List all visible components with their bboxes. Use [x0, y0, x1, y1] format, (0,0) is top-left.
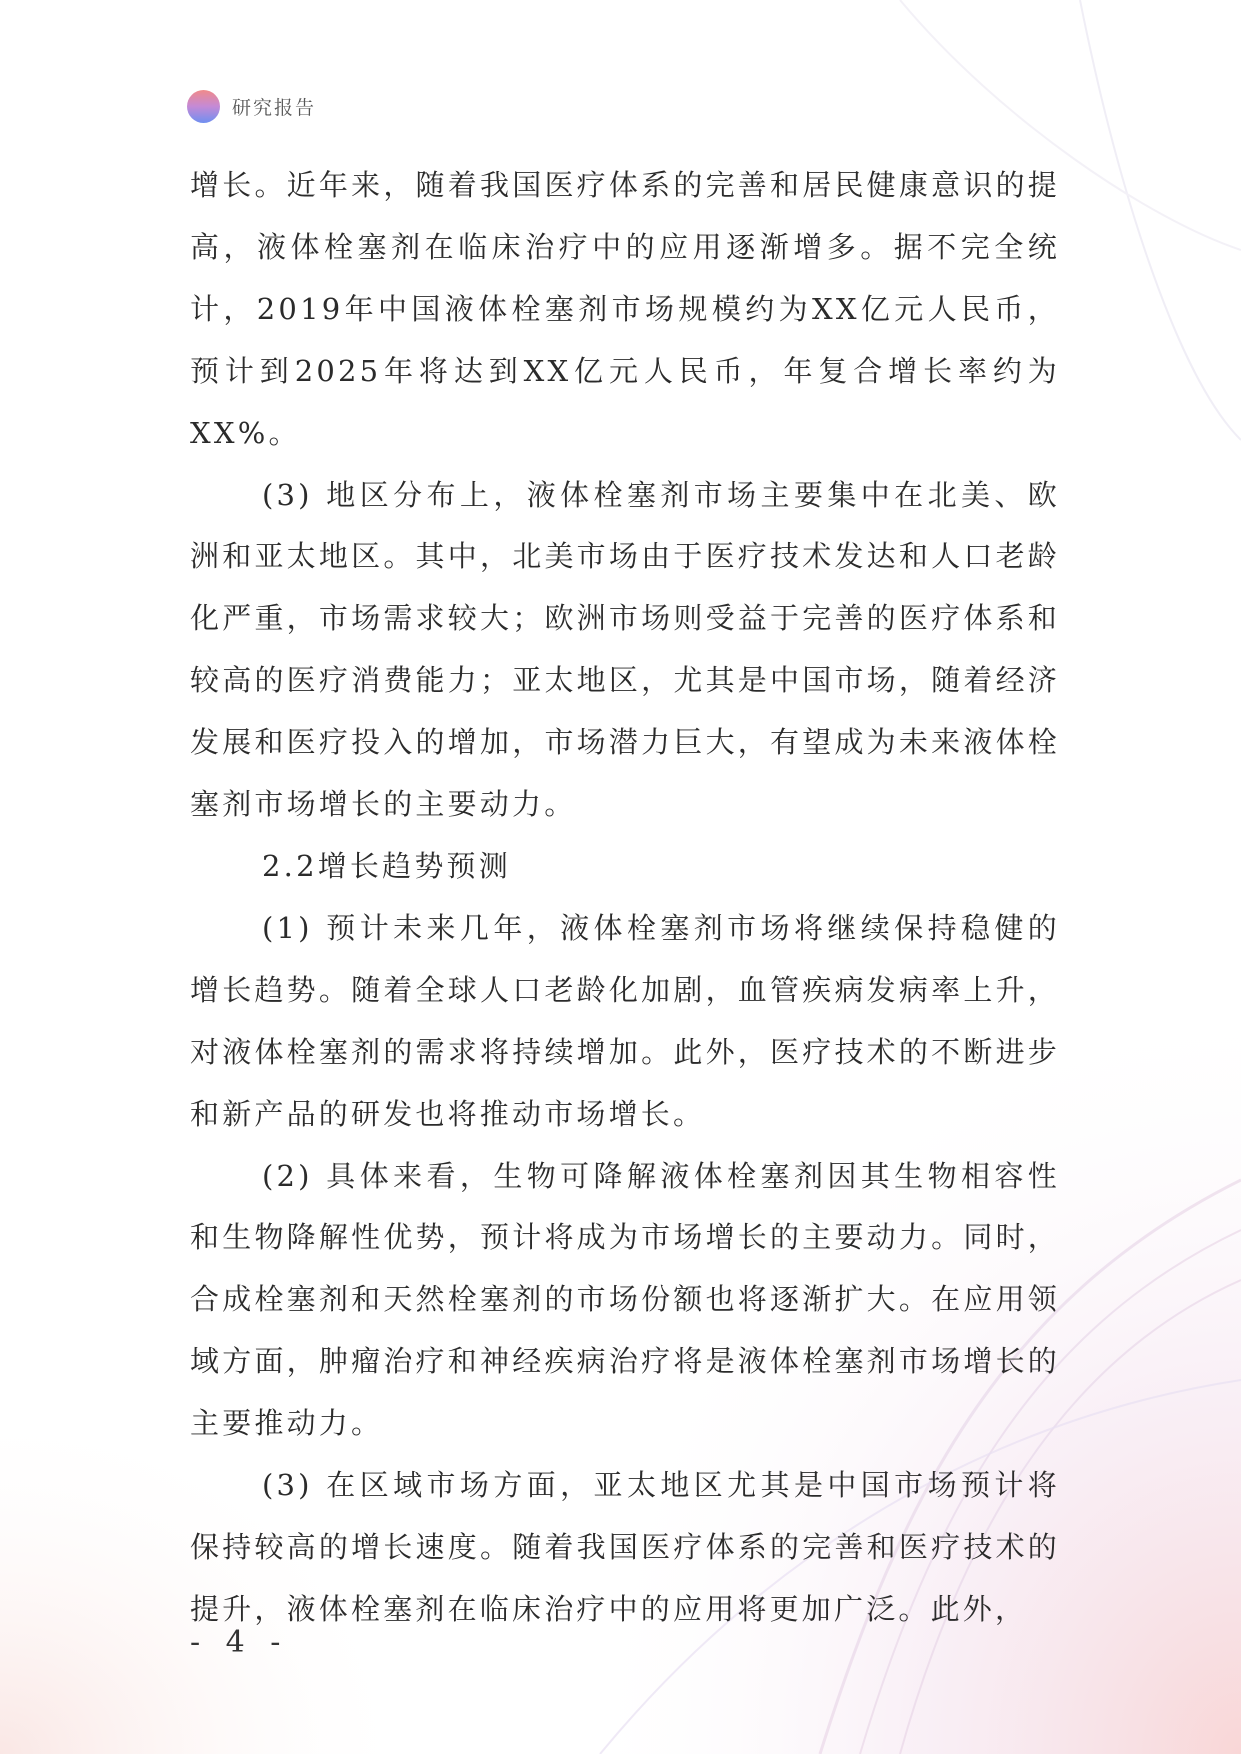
page-number: - 4 -	[190, 1625, 289, 1660]
paragraph-growth-trend: (1) 预计未来几年，液体栓塞剂市场将继续保持稳健的增长趋势。随着全球人口老龄化加剧，血管疾病发病率上升，对液体栓塞剂的需求将持续增加。此外，医疗技术的不断进步和新产品的研发也将推动市场增长。	[190, 910, 1060, 1131]
report-logo-icon	[187, 90, 220, 123]
paragraph-region-distribution: (3) 地区分布上，液体栓塞剂市场主要集中在北美、欧洲和亚太地区。其中，北美市场由于医疗技术发达和人口老龄化严重，市场需求较大；欧洲市场则受益于完善的医疗体系和较高的医疗消费能力；亚太地区，尤其是中国市场，随着经济发展和医疗投入的增加，市场潜力巨大，有望成为未来液体栓塞剂市场增长的主要动力。	[190, 477, 1060, 822]
header-title: 研究报告	[232, 96, 317, 119]
section-heading: 2.2增长趋势预测	[262, 848, 511, 883]
paragraph-continuation: 增长。近年来，随着我国医疗体系的完善和居民健康意识的提高，液体栓塞剂在临床治疗中的应用逐渐增多。据不完全统计，2019年中国液体栓塞剂市场规模约为XX亿元人民币，预计到2025年将达到XX亿元人民币，年复合增长率约为XX%。	[190, 168, 1060, 450]
paragraph-regional-market: (3) 在区域市场方面，亚太地区尤其是中国市场预计将保持较高的增长速度。随着我国医疗体系的完善和医疗技术的提升，液体栓塞剂在临床治疗中的应用将更加广泛。此外，	[190, 1468, 1060, 1626]
body-text	[190, 155, 1060, 1641]
page-header	[187, 88, 316, 124]
paragraph-product-outlook: (2) 具体来看，生物可降解液体栓塞剂因其生物相容性和生物降解性优势，预计将成为市场增长的主要动力。同时，合成栓塞剂和天然栓塞剂的市场份额也将逐渐扩大。在应用领域方面，肿瘤治疗和神经疾病治疗将是液体栓塞剂市场增长的主要推动力。	[190, 1158, 1060, 1441]
